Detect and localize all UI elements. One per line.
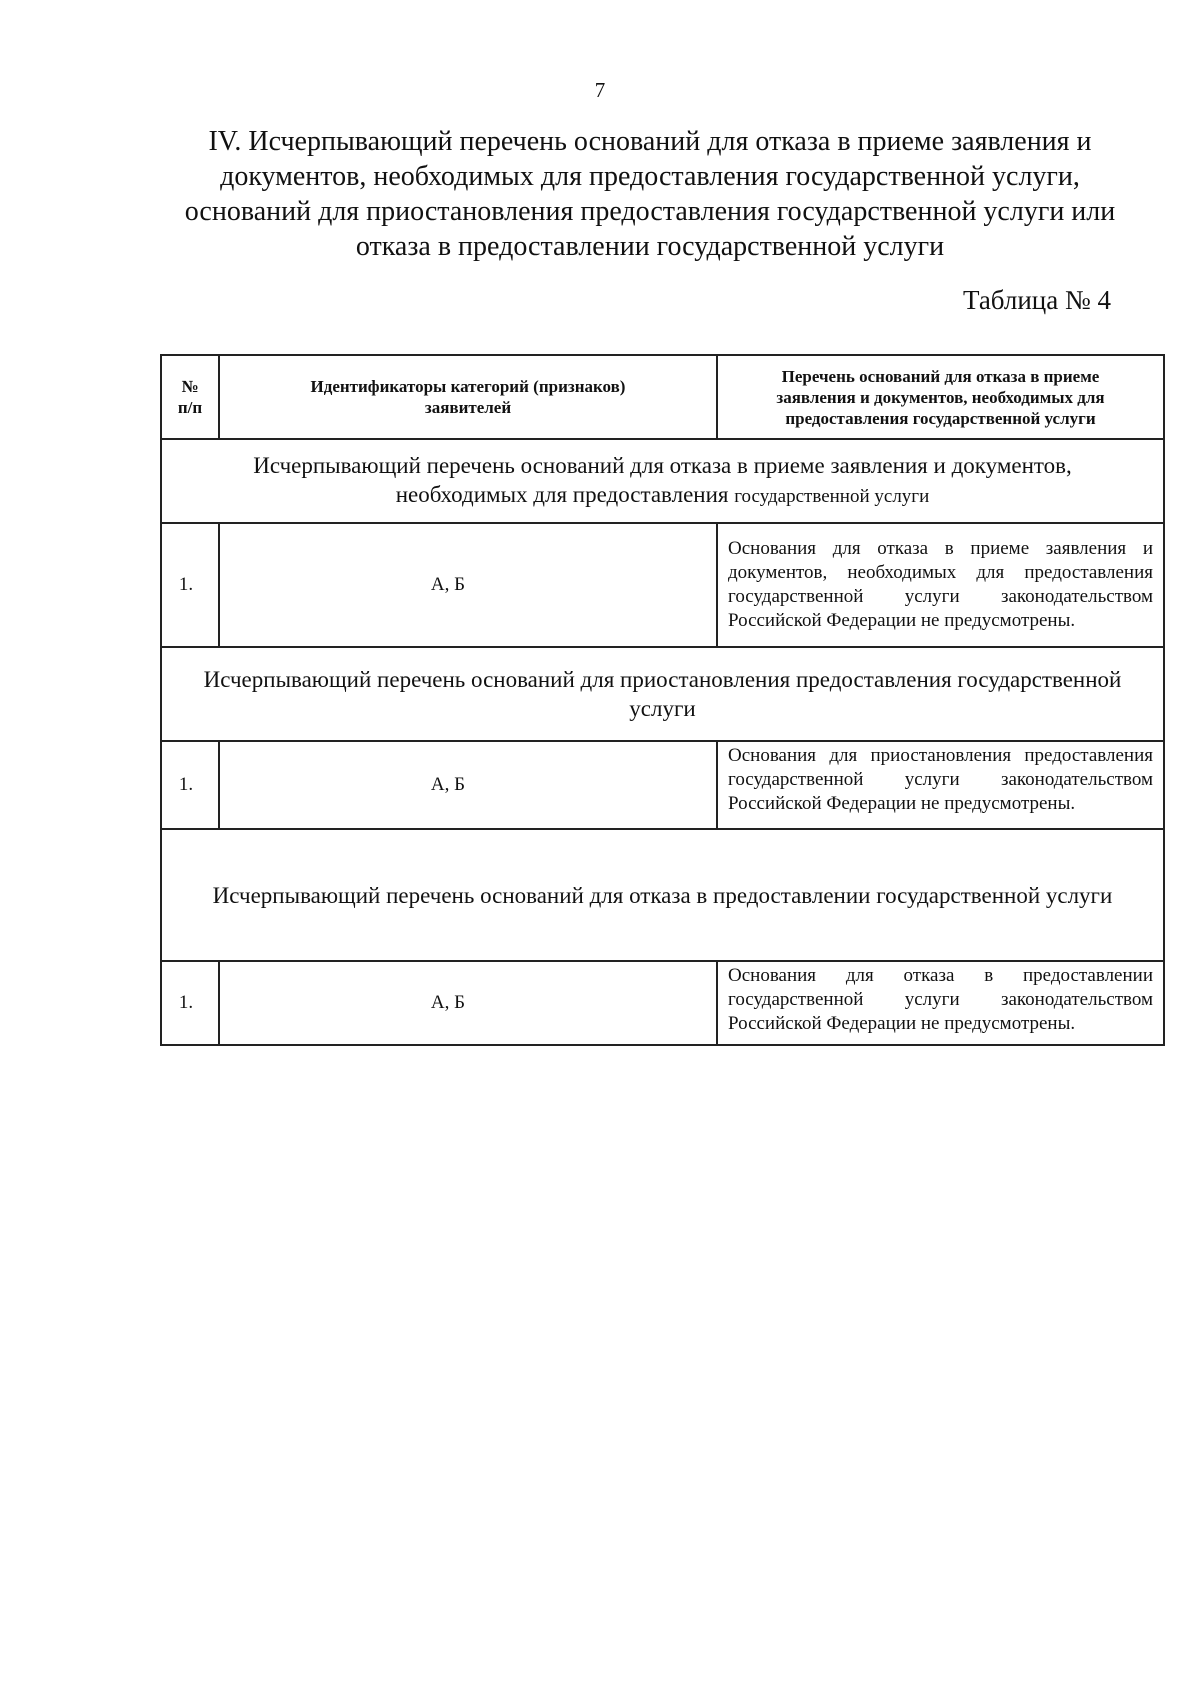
row-identifiers: А, Б bbox=[219, 961, 717, 1045]
row-identifiers: А, Б bbox=[219, 523, 717, 647]
section-title-line-1: Исчерпывающий перечень оснований для отказа в предоставлении государственной услуги bbox=[212, 882, 1113, 908]
section-title-row bbox=[161, 829, 1164, 961]
section-title-line-2-small: государственной услуги bbox=[734, 486, 930, 507]
section-title-row bbox=[161, 647, 1164, 741]
heading-line-1: IV. Исчерпывающий перечень оснований для отказа в приеме заявления и bbox=[208, 126, 1092, 157]
header-grounds-line-2: заявления и документов, необходимых для bbox=[776, 387, 1105, 407]
section-title-line-1: Исчерпывающий перечень оснований для отказа в приеме заявления и документов, bbox=[253, 453, 1072, 478]
header-identifiers bbox=[219, 355, 717, 439]
header-number-sign: № bbox=[181, 377, 199, 396]
section-title-line-2-main: необходимых для предоставления bbox=[395, 482, 735, 507]
header-grounds-line-1: Перечень оснований для отказа в приеме bbox=[781, 366, 1100, 386]
table-row bbox=[161, 523, 1164, 647]
section-title-cell bbox=[161, 647, 1164, 741]
row-number: 1. bbox=[161, 523, 219, 647]
heading-line-3: оснований для приостановления предоставления государственной услуги или bbox=[184, 196, 1116, 227]
section-title-row bbox=[161, 439, 1164, 523]
table-header-row bbox=[161, 355, 1164, 439]
header-grounds bbox=[717, 355, 1164, 439]
table-row bbox=[161, 741, 1164, 829]
header-identifiers-line-1: Идентификаторы категорий (признаков) bbox=[310, 377, 626, 396]
row-grounds: Основания для отказа в предоставлении государственной услуги законодательством Российской Федерации не предусмотрены. bbox=[717, 961, 1164, 1045]
header-identifiers-line-2: заявителей bbox=[424, 398, 512, 417]
header-number bbox=[161, 355, 219, 439]
section-title-cell bbox=[161, 829, 1164, 961]
table-label: Таблица № 4 bbox=[963, 285, 1111, 315]
table-row bbox=[161, 961, 1164, 1045]
row-grounds: Основания для отказа в приеме заявления и документов, необходимых для предоставления государственной услуги законодательством Российской Федерации не предусмотрены. bbox=[717, 523, 1164, 647]
header-number-pp: п/п bbox=[177, 398, 203, 417]
section-title-line-2 bbox=[162, 480, 1163, 511]
section-title-line-2: услуги bbox=[629, 696, 696, 721]
page-number: 7 bbox=[594, 78, 606, 102]
heading-line-4: отказа в предоставлении государственной услуги bbox=[355, 231, 945, 262]
row-number: 1. bbox=[161, 741, 219, 829]
row-identifiers: А, Б bbox=[219, 741, 717, 829]
row-number: 1. bbox=[161, 961, 219, 1045]
section-title-line-1: Исчерпывающий перечень оснований для приостановления предоставления государственной bbox=[203, 667, 1122, 692]
grounds-table bbox=[160, 354, 1165, 1046]
section-heading bbox=[150, 124, 1150, 264]
row-grounds: Основания для приостановления предоставления государственной услуги законодательством Российской Федерации не предусмотрены. bbox=[717, 741, 1164, 829]
header-grounds-line-3: предоставления государственной услуги bbox=[785, 408, 1096, 428]
section-title-cell bbox=[161, 439, 1164, 523]
heading-line-2: документов, необходимых для предоставления государственной услуги, bbox=[220, 161, 1080, 192]
